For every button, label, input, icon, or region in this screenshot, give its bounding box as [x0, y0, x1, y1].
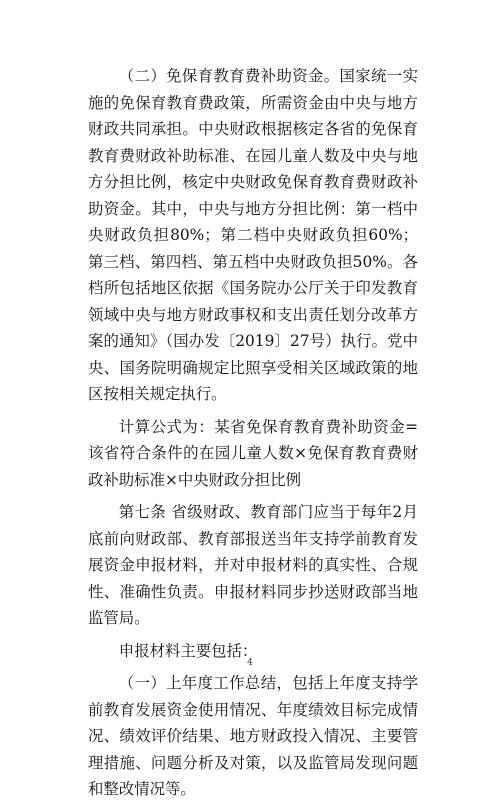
paragraph-article-seven: 第七条 省级财政、教育部门应当于每年2月底前向财政部、教育部报送当年支持学前教育发展资金申报材料，并对申报材料的真实性、合规性、准确性负责。申报材料同步抄送财政部当地监管局。 [88, 503, 418, 627]
paragraph-materials-item-one: （一）上年度工作总结，包括上年度支持学前教育发展资金使用情况、年度绩效目标完成情况、绩效评价结果、地方财政投入情况、主要管理措施、问题分析及对策，以及监管局发现问题和整改情况等。 [88, 674, 418, 798]
document-body [88, 63, 418, 803]
paragraph-materials-heading: 申报材料主要包括： [118, 641, 258, 660]
page-number: 4 [247, 658, 253, 668]
paragraph-subsidy-funds: （二）免保育教育费补助资金。国家统一实施的免保育教育费政策，所需资金由中央与地方财政共同承担。中央财政根据核定各省的免保育教育费财政补助标准、在园儿童人数及中央与地方分担比例，核定中央财政免保育教育费财政补助资金。其中，中央与地方分担比例：第一档中央财政负担80%；第二档中央财政负担60%；第三档、第四档、第五档中央财政负担50%。各档所包括地区依据《国务院办公厅关于印发教育领域中央与地方财政事权和支出责任划分改革方案的通知》（国办发〔2019〕27号）执行。党中央、国务院明确规定比照享受相关区域政策的地区按相关规定执行。 [88, 67, 418, 403]
paragraph-formula: 计算公式为：某省免保育教育费补助资金=该省符合条件的在园儿童人数×免保育教育费财政补助标准×中央财政分担比例 [88, 417, 418, 489]
